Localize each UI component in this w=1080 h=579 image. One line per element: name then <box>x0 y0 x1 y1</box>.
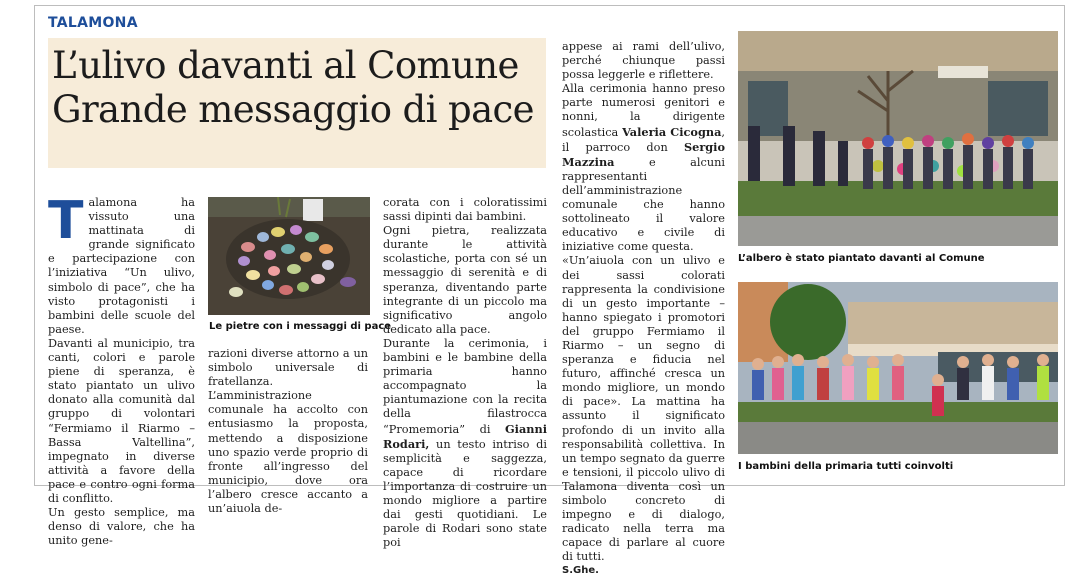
drop-cap: T <box>48 191 84 251</box>
name-sergio-mazzina: Sergio Mazzina <box>562 139 725 169</box>
paragraph: «Un’aiuola con un ulivo e dei sassi colorati rappresenta la condivisione di un gesto importante – hanno spiegato i promotori del gruppo Fermiamo il Riarmo – un segno di speranza e fiducia nel futuro, affinché cresca un mondo migliore, un mondo di pace». La mattina ha assunto il significato profondo di un invito alla responsabilità collettiva. In un tempo segnato da guerre e tensioni, il piccolo ulivo di Talamona diventa così un simbolo concreto di impegno e di dialogo, radicato nella terra ma capace di parlare al cuore di tutti. <box>562 254 725 564</box>
paragraph: appese ai rami dell’ulivo, perché chiunque passi possa leggerle e riflettere. <box>562 40 725 82</box>
stones-photo <box>208 197 370 315</box>
paragraph: Ogni pietra, realizzata durante le attività scolastiche, porta con sé un messaggio di serenità e di speranza, diventando parte integrante di un piccolo ma significativo angolo dedicato alla pace. <box>383 224 547 336</box>
name-valeria-cicogna: Valeria Cicogna <box>622 124 722 139</box>
headline-line-1: L’ulivo davanti al Comune <box>52 44 519 87</box>
paragraph: Davanti al municipio, tra canti, colori e parole piene di speranza, è stato piantato un ulivo donato alla comunità dal gruppo di volontari “Fermiamo il Riarmo – Bassa Valtellina”, impegnato in diverse attività a favore della pace e contro ogni forma di conflitto. <box>48 336 195 505</box>
author-signature: S.Ghe. <box>562 565 599 577</box>
paragraph: corata con i coloratissimi sassi dipinti dai bambini. <box>383 196 547 224</box>
caption-tree: L’albero è stato piantato davanti al Comune <box>738 253 985 264</box>
children-photo <box>738 282 1058 454</box>
article-column-3 <box>383 196 547 550</box>
caption-stones: Le pietre con i messaggi di pace <box>209 321 392 332</box>
caption-children: I bambini della primaria tutti coinvolti <box>738 461 954 472</box>
article-column-2 <box>208 347 368 516</box>
article-column-1 <box>48 191 195 548</box>
headline <box>52 44 547 132</box>
paragraph: razioni diverse attorno a un simbolo universale di fratellanza. L’amministrazione comunale ha accolto con entusiasmo la proposta, mettendo a disposizione uno spazio verde proprio di fronte all’ingresso del municipio, dove ora l’albero cresce accanto a un’aiuola de- <box>208 347 368 516</box>
paragraph: Durante la cerimonia, i bambini e le bambine della primaria hanno accompagnato la piantumazione con la recita della filastrocca “Promemoria” di Gianni Rodari, un testo intriso di semplicità e saggezza, capace di ricordare l’importanza di costruire un mondo migliore a partire dai gesti quotidiani. Le parole di Rodari sono state poi <box>383 336 547 550</box>
paragraph: Talamona ha vissuto una mattinata di grande significato e partecipazione con l’iniziativa “Un ulivo, simbolo di pace”, che ha visto protagonisti i bambini delle scuole del paese. <box>48 191 195 336</box>
paragraph: Un gesto semplice, ma denso di valore, che ha unito gene- <box>48 506 195 548</box>
name-gianni-rodari: Gianni Rodari, <box>383 421 547 451</box>
section-kicker: TALAMONA <box>48 15 138 31</box>
tree-ceremony-photo <box>738 31 1058 246</box>
headline-line-2: Grande messaggio di pace <box>52 88 534 131</box>
article-column-4 <box>562 40 725 579</box>
paragraph: Alla cerimonia hanno preso parte numerosi genitori e nonni, la dirigente scolastica Valeria Cicogna, il parroco don Sergio Mazzina e alcuni rappresentanti dell’amministrazione comunale che hanno sottolineato il valore educativo e civile di iniziative come questa. <box>562 82 725 254</box>
